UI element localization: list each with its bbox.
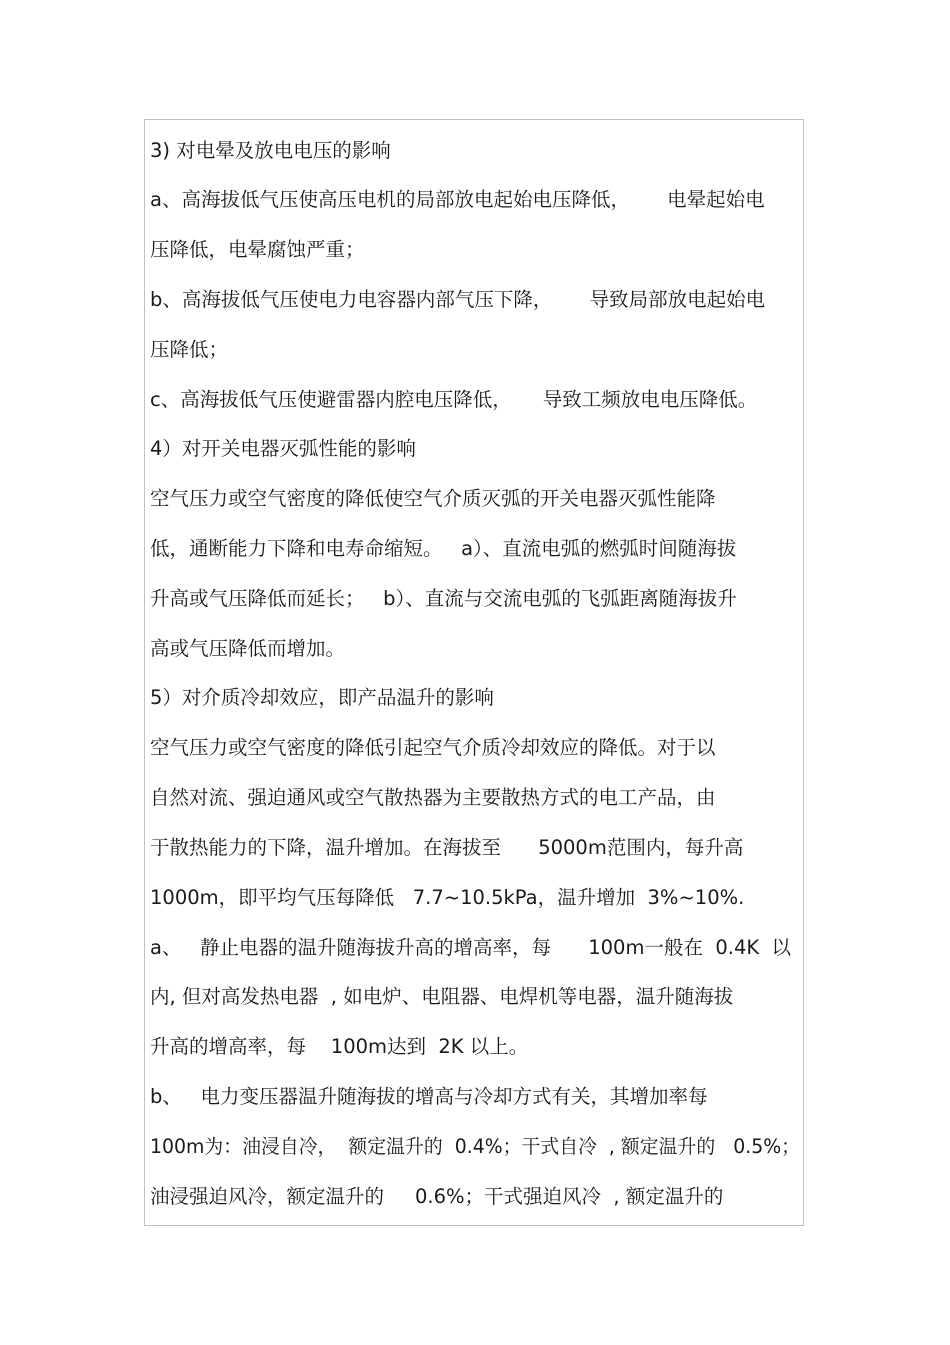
- text-line: 高或气压降低而增加。: [150, 637, 346, 660]
- text-line: 于散热能力的下降，温升增加。在海拔至 5000m范围内，每升高: [150, 836, 744, 859]
- text-line: 100m为：油浸自冷， 额定温升的 0.4%；干式自冷 , 额定温升的 0.5%；: [150, 1135, 801, 1158]
- text-line: 压降低，电晕腐蚀严重；: [150, 238, 365, 261]
- text-line: 压降低；: [150, 338, 229, 361]
- text-line: 4）对开关电器灭弧性能的影响: [150, 437, 416, 460]
- text-line: 3) 对电晕及放电电压的影响: [150, 139, 391, 162]
- text-line: 升高的增高率，每 100m达到 2K 以上。: [150, 1035, 529, 1058]
- text-line: a、 静止电器的温升随海拔升高的增高率，每 100m一般在 0.4K 以: [150, 936, 792, 959]
- text-line: b、高海拔低气压使电力电容器内部气压下降， 导致局部放电起始电: [150, 288, 766, 311]
- text-line: c、高海拔低气压使避雷器内腔电压降低， 导致工频放电电压降低。: [150, 388, 758, 411]
- text-line: 升高或气压降低而延长； b）、直流与交流电弧的飞弧距离随海拔升: [150, 587, 737, 610]
- text-line: a、高海拔低气压使高压电机的局部放电起始电压降低， 电晕起始电: [150, 188, 765, 211]
- text-line: 5）对介质冷却效应，即产品温升的影响: [150, 686, 494, 709]
- text-line: 空气压力或空气密度的降低引起空气介质冷却效应的降低。对于以: [150, 736, 716, 759]
- text-line: 空气压力或空气密度的降低使空气介质灭弧的开关电器灭弧性能降: [150, 487, 716, 510]
- text-line: 1000m，即平均气压每降低 7.7~10.5kPa，温升增加 3%~10%.: [150, 886, 745, 909]
- text-line: 内, 但对高发热电器 , 如电炉、电阻器、电焊机等电器，温升随海拔: [150, 985, 734, 1008]
- text-line: 自然对流、强迫通风或空气散热器为主要散热方式的电工产品，由: [150, 786, 716, 809]
- text-line: 低，通断能力下降和电寿命缩短。 a）、直流电弧的燃弧时间随海拔: [150, 537, 737, 560]
- text-line: 油浸强迫风冷，额定温升的 0.6%；干式强迫风冷 , 额定温升的: [150, 1185, 724, 1208]
- text-line: b、 电力变压器温升随海拔的增高与冷却方式有关，其增加率每: [150, 1085, 708, 1108]
